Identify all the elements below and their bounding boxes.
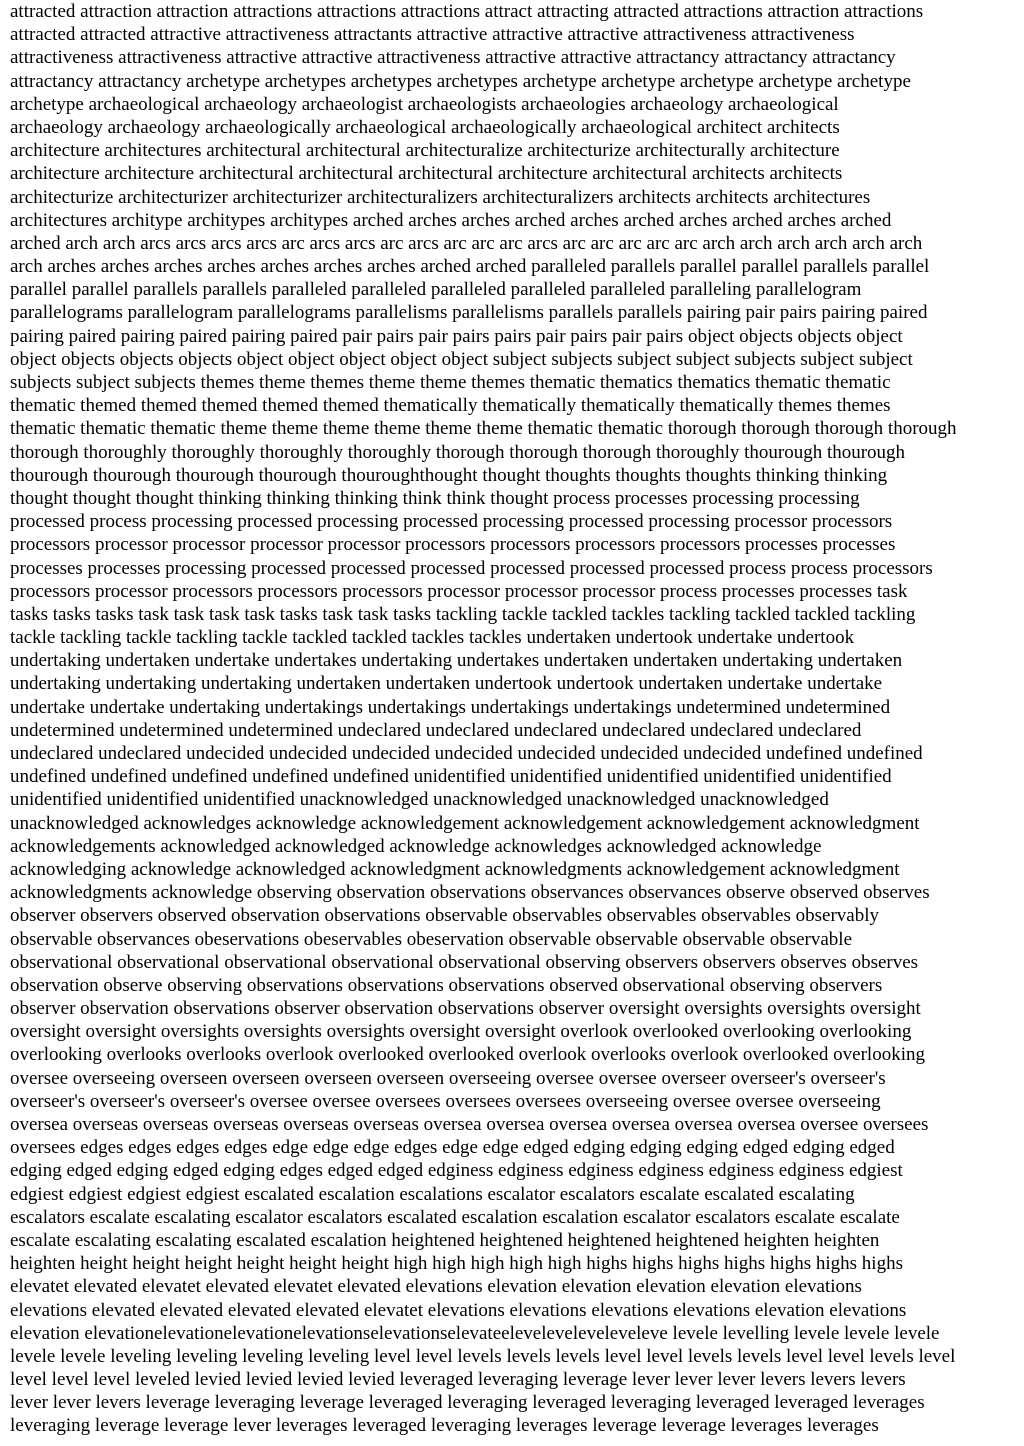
text-line: subjects subject subjects themes theme themes theme theme themes thematic thematics thematics thematic thematic — [10, 372, 891, 393]
text-line: oversee overseeing overseen overseen overseen overseen overseeing oversee oversee overseer overseer's overseer's — [10, 1067, 886, 1089]
text-line: thorough thoroughly thoroughly thoroughly thoroughly thorough thorough thorough thoroughly thourough thourough — [10, 441, 906, 463]
text-line: undefined undefined undefined undefined undefined unidentified unidentified unidentified unidentified unidentified — [10, 766, 892, 788]
text-line: edging edged edging edged edging edges edged edged edginess edginess edginess edginess edginess edginess edgiest — [10, 1160, 903, 1182]
text-line: attractancy attractancy archetype archetypes archetypes archetypes archetype archetype archetype archetype archetype — [10, 70, 911, 92]
text-line: unacknowledged acknowledges acknowledge acknowledgement acknowledgement acknowledgement acknowledgment — [10, 812, 920, 834]
text-line: unidentified unidentified unidentified unacknowledged unacknowledged unacknowledged unacknowledged — [10, 789, 829, 811]
text-line: attracted attracted attractive attractiveness attractants attractive attractive attractive attractiveness attractiveness — [10, 24, 855, 46]
text-line: acknowledgments acknowledge observing observation observations observances observances observe observed observes — [10, 882, 930, 904]
text-line: thematic themed themed themed themed themed thematically thematically thematically thematically themes themes — [10, 395, 891, 417]
text-line: escalators escalate escalating escalator escalators escalated escalation escalation escalator escalators escalate escalate — [10, 1206, 900, 1228]
text-line: elevations elevated elevated elevated elevated elevatet elevations elevations elevations elevations elevation elevations — [10, 1299, 907, 1321]
text-line: observation observe observing observations observations observations observed observational observing observers — [10, 974, 883, 996]
text-line: heighten height height height height height height high high high high high highs highs highs highs highs highs highs — [10, 1253, 903, 1275]
text-line: undeclared undeclared undecided undecided undecided undecided undecided undecided undecided undefined undefined — [10, 743, 923, 764]
text-line: undertake undertake undertaking undertakings undertakings undertakings undertakings undetermined undetermined — [10, 696, 891, 718]
text-line: attracted attraction attraction attractions attractions attractions attract attracting attracted attractions attraction attractions — [10, 1, 924, 22]
text-line: oversea overseas overseas overseas overseas overseas oversea oversea oversea oversea oversea oversea oversee oversees — [10, 1114, 929, 1135]
text-line: elevatet elevated elevatet elevated elevatet elevated elevations elevation elevation elevation elevation elevations — [10, 1276, 862, 1298]
text-line: architecture architectures architectural architectural architecturalize architecturize architecturally architecture — [10, 140, 840, 162]
text-line: thourough thourough thourough thourough thouroughthought thought thoughts thoughts thoughts thinking thinking — [10, 464, 888, 486]
text-line: parallel parallel parallels parallels paralleled paralleled paralleled paralleled paralleled paralleling parallelogram — [10, 279, 862, 301]
text-line: levele levele leveling leveling leveling leveling level level levels levels levels level level levels levels level level levels level — [10, 1345, 956, 1367]
text-line: undetermined undetermined undetermined undeclared undeclared undeclared undeclared undeclared undeclared — [10, 719, 862, 741]
text-line: oversight oversight oversights oversights oversights oversight oversight overlook overlooked overlooking overlooking — [10, 1021, 912, 1043]
text-line: arch arches arches arches arches arches arches arches arched arched paralleled parallels parallel parallel parallels parallel — [10, 256, 930, 278]
text-line: escalate escalating escalating escalated escalation heightened heightened heightened heightened heighten heighten — [10, 1229, 880, 1251]
text-line: architecturize architecturizer architecturizer architecturalizers architecturalizers architects architects architectures — [10, 186, 871, 208]
text-line: undertaking undertaking undertaking undertaken undertaken undertook undertook undertaken undertake undertake — [10, 673, 883, 695]
text-line: arched arch arch arcs arcs arcs arcs arc arcs arcs arc arcs arc arc arc arcs arc arc arc arc arc arch arch arch arch arch arch — [10, 232, 923, 254]
text-line: processes processes processing processed processed processed processed processed processed process process processors — [10, 557, 933, 579]
text-line: tackle tackling tackle tackling tackle tackled tackled tackles tackles undertaken undertook undertake undertook — [10, 627, 855, 649]
text-line: undertaking undertaken undertake undertakes undertaking undertakes undertaken undertaken undertaking undertaken — [10, 650, 903, 672]
text-line: architectures architype architypes architypes arched arches arches arched arches arched arches arched arches arched — [10, 209, 892, 231]
text-line: object objects objects objects object object object object object subject subjects subject subject subjects subject subject — [10, 348, 913, 370]
text-line: processors processor processor processor processor processors processors processors processors processes processes — [10, 534, 896, 556]
text-line: level level level leveled levied levied levied levied leveraged leveraging leverage lever lever lever levers levers levers — [10, 1369, 906, 1391]
text-line: oversees edges edges edges edges edge edge edge edges edge edge edged edging edging edging edged edging edged — [10, 1137, 895, 1159]
text-line: archetype archaeological archaeology archaeologist archaeologists archaeologies archaeology archaeological — [10, 93, 839, 115]
text-line: thought thought thought thinking thinking thinking think think thought process processes processing processing — [10, 487, 860, 509]
text-line: edgiest edgiest edgiest edgiest escalated escalation escalations escalator escalators escalate escalated escalating — [10, 1183, 855, 1205]
text-line: processors processor processors processors processors processor processor processor process processes processes task — [10, 580, 908, 602]
text-line: observer observation observations observer observation observations observer oversight oversights oversights oversight — [10, 998, 921, 1020]
text-line: lever lever levers leverage leveraging leverage leveraged leveraging leveraged leveraging leveraged leveraged leverages — [10, 1392, 925, 1414]
text-line: acknowledging acknowledge acknowledged acknowledgment acknowledgments acknowledgement acknowledgment — [10, 858, 900, 880]
text-line: observational observational observational observational observational observing observers observers observes observes — [10, 951, 919, 973]
text-line: overseer's overseer's overseer's oversee oversee oversees oversees oversees overseeing oversee oversee overseeing — [10, 1090, 881, 1112]
text-line: attractiveness attractiveness attractive attractive attractiveness attractive attractive attractancy attractancy attractancy — [10, 47, 896, 69]
text-line: processed process processing processed processing processed processing processed processing processor processors — [10, 511, 893, 533]
text-line: tasks tasks tasks task task task task tasks task task tasks tackling tackle tackled tackles tackling tackled tackled tackling — [10, 603, 916, 625]
text-line: pairing paired pairing paired pairing paired pair pairs pair pairs pairs pair pairs pair pairs object objects objects object — [10, 325, 903, 347]
text-line: parallelograms parallelogram parallelograms parallelisms parallelisms parallels parallels pairing pair pairs pairing paired — [10, 302, 928, 324]
text-line: acknowledgements acknowledged acknowledged acknowledge acknowledges acknowledged acknowledge — [10, 835, 822, 857]
text-line: observable observances obeservations obeservables obeservation observable observable observable observable — [10, 928, 853, 950]
text-line: archaeology archaeology archaeologically archaeological archaeologically archaeological architect architects — [10, 116, 840, 138]
text-line: thematic thematic thematic theme theme theme theme theme theme thematic thematic thorough thorough thorough thorough — [10, 418, 957, 440]
text-line: observer observers observed observation observations observable observables observables observables observably — [10, 905, 879, 927]
text-line: elevation elevationelevationelevationelevationselevationselevateeleveleveleveleveleve levele levelling levele levele levele — [10, 1322, 940, 1344]
text-line — [10, 1438, 1014, 1446]
text-line: architecture architecture architectural architectural architectural architecture architectural architects architects — [10, 163, 843, 185]
text-line: leveraging leverage leverage lever leverages leveraged leveraging leverages leverage leverage leverages leverages — [10, 1415, 879, 1437]
text-line: overlooking overlooks overlooks overlook overlooked overlooked overlook overlooks overlook overlooked overlooking — [10, 1044, 925, 1066]
